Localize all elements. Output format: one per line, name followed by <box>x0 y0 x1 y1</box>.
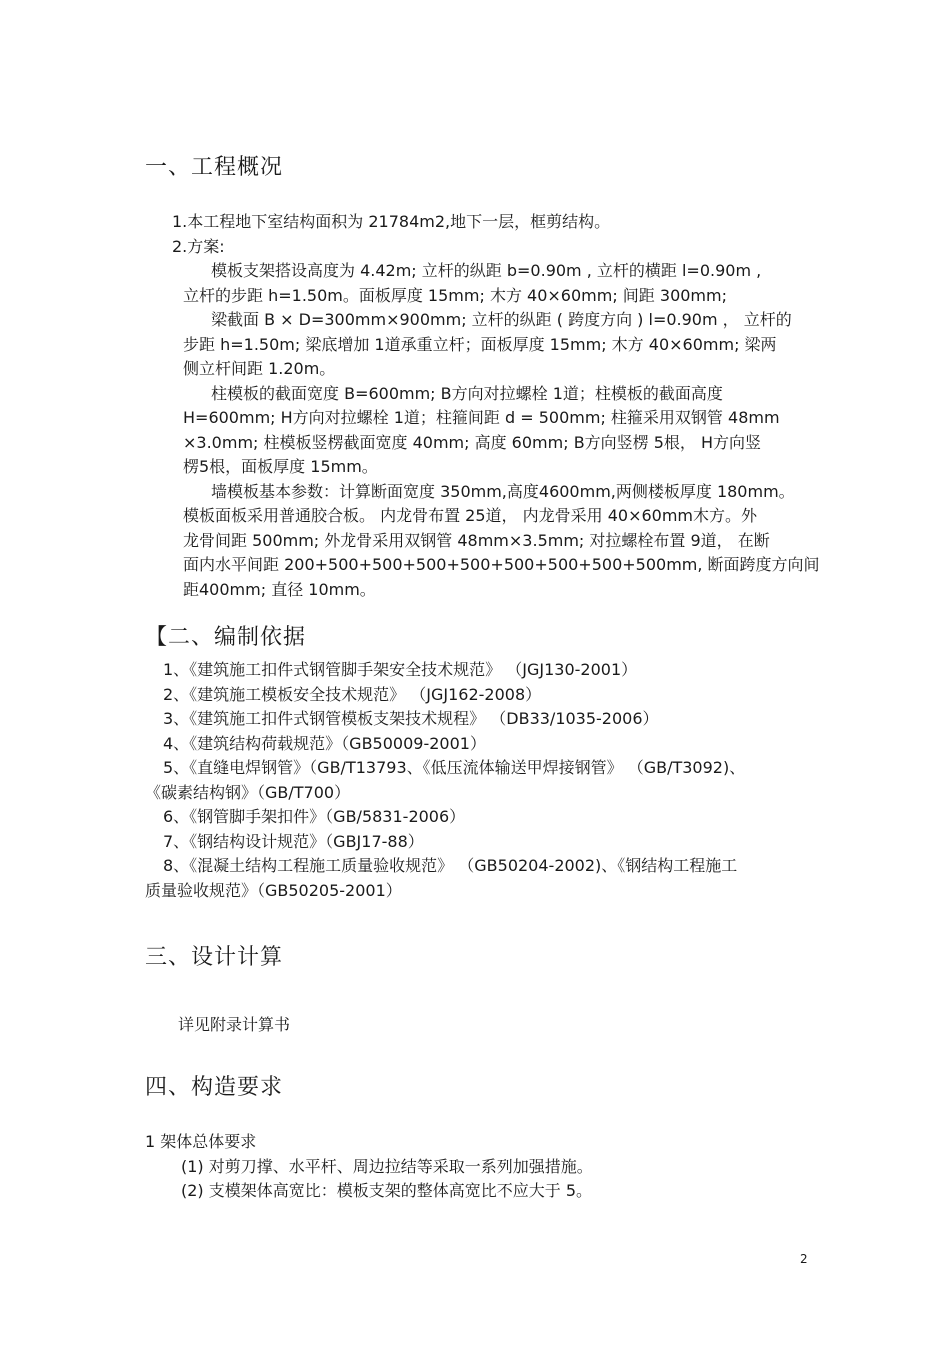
p1-line-1: 模板支架搭设高度为 4.42m; 立杆的纵距 b=0.90m , 立杆的横距 l=0.90m , <box>211 261 762 280</box>
construction-list <box>145 1130 593 1204</box>
section-title-basis: 【二、编制依据 <box>145 625 307 650</box>
basis-item-8: 8、《混凝土结构工程施工质量验收规范》 （GB50204-2002)、《钢结构工程施工 <box>163 856 738 875</box>
p4-line-3: 龙骨间距 500mm; 外龙骨采用双钢管 48mm×3.5mm; 对拉螺栓布置 9道， 在断 <box>183 530 770 550</box>
construction-item-1: (1) 对剪刀撑、水平杆、周边拉结等采取一系列加强措施。 <box>181 1156 593 1176</box>
overview-paragraphs <box>183 259 820 602</box>
basis-item-5: 5、《直缝电焊钢管》（GB/T13793、《低压流体输送甲焊接钢管》 （GB/T3092)、 <box>163 758 746 777</box>
p3-line-1: 柱模板的截面宽度 B=600mm; B方向对拉螺栓 1道；柱模板的截面高度 <box>211 383 723 403</box>
p3-line-3: ×3.0mm; 柱模板竖楞截面宽度 40mm; 高度 60mm; B方向竖楞 5根， H方向竖 <box>183 432 762 452</box>
p2-line-1: 梁截面 B × D=300mm×900mm; 立杆的纵距 ( 跨度方向 ) l=0.90m ， 立杆的 <box>211 310 792 329</box>
p1-line-2: 立杆的步距 h=1.50m。面板厚度 15mm; 木方 40×60mm; 间距 300mm; <box>183 285 727 305</box>
p4-line-1: 墙模板基本参数：计算断面宽度 350mm,高度4600mm,两侧楼板厚度 180mm。 <box>211 481 795 501</box>
basis-item-2: 2、《建筑施工模板安全技术规范》 （JGJ162-2008） <box>163 684 542 704</box>
basis-item-8-cont: 质量验收规范》（GB50205-2001） <box>145 880 402 900</box>
basis-item-1: 1、《建筑施工扣件式钢管脚手架安全技术规范》 （JGJ130-2001） <box>163 660 638 679</box>
construction-item-2: (2) 支模架体高宽比：模板支架的整体高宽比不应大于 5。 <box>181 1181 593 1200</box>
overview-items <box>172 210 610 259</box>
basis-item-7: 7、《钢结构设计规范》（GBJ17-88） <box>163 831 424 851</box>
section-title-design: 三、设计计算 <box>145 945 284 970</box>
basis-item-6: 6、《钢管脚手架扣件》（GB/5831-2006） <box>163 807 466 826</box>
overview-item-1: 1.本工程地下室结构面积为 21784m2,地下一层，框剪结构。 <box>172 212 611 231</box>
section-title-overview: 一、工程概况 <box>145 155 284 180</box>
p3-line-4: 楞5根，面板厚度 15mm。 <box>183 457 378 476</box>
p4-line-4: 面内水平间距 200+500+500+500+500+500+500+500+500mm, 断面跨度方向间 <box>183 555 820 574</box>
basis-item-3: 3、《建筑施工扣件式钢管模板支架技术规程》 （DB33/1035-2006） <box>163 709 659 728</box>
p2-line-3: 侧立杆间距 1.20m。 <box>183 359 336 378</box>
page-number: 2 <box>800 1252 808 1266</box>
p4-line-2: 模板面板采用普通胶合板。 内龙骨布置 25道， 内龙骨采用 40×60mm木方。外 <box>183 506 758 525</box>
section-title-construction: 四、构造要求 <box>145 1075 284 1100</box>
p2-line-2: 步距 h=1.50m; 梁底增加 1道承重立杆；面板厚度 15mm; 木方 40×60mm; 梁两 <box>183 334 777 354</box>
p3-line-2: H=600mm; H方向对拉螺栓 1道；柱箍间距 d = 500mm; 柱箍采用双钢管 48mm <box>183 408 780 427</box>
basis-item-5-cont: 《碳素结构钢》（GB/T700） <box>145 782 351 802</box>
construction-sub-1: 1 架体总体要求 <box>145 1132 257 1151</box>
design-appendix-note: 详见附录计算书 <box>178 1015 291 1034</box>
basis-list <box>145 658 745 903</box>
design-text <box>178 1013 290 1038</box>
p4-line-5: 距400mm; 直径 10mm。 <box>183 579 376 599</box>
overview-item-2: 2.方案: <box>172 236 225 256</box>
basis-item-4: 4、《建筑结构荷载规范》（GB50009-2001） <box>163 733 486 753</box>
